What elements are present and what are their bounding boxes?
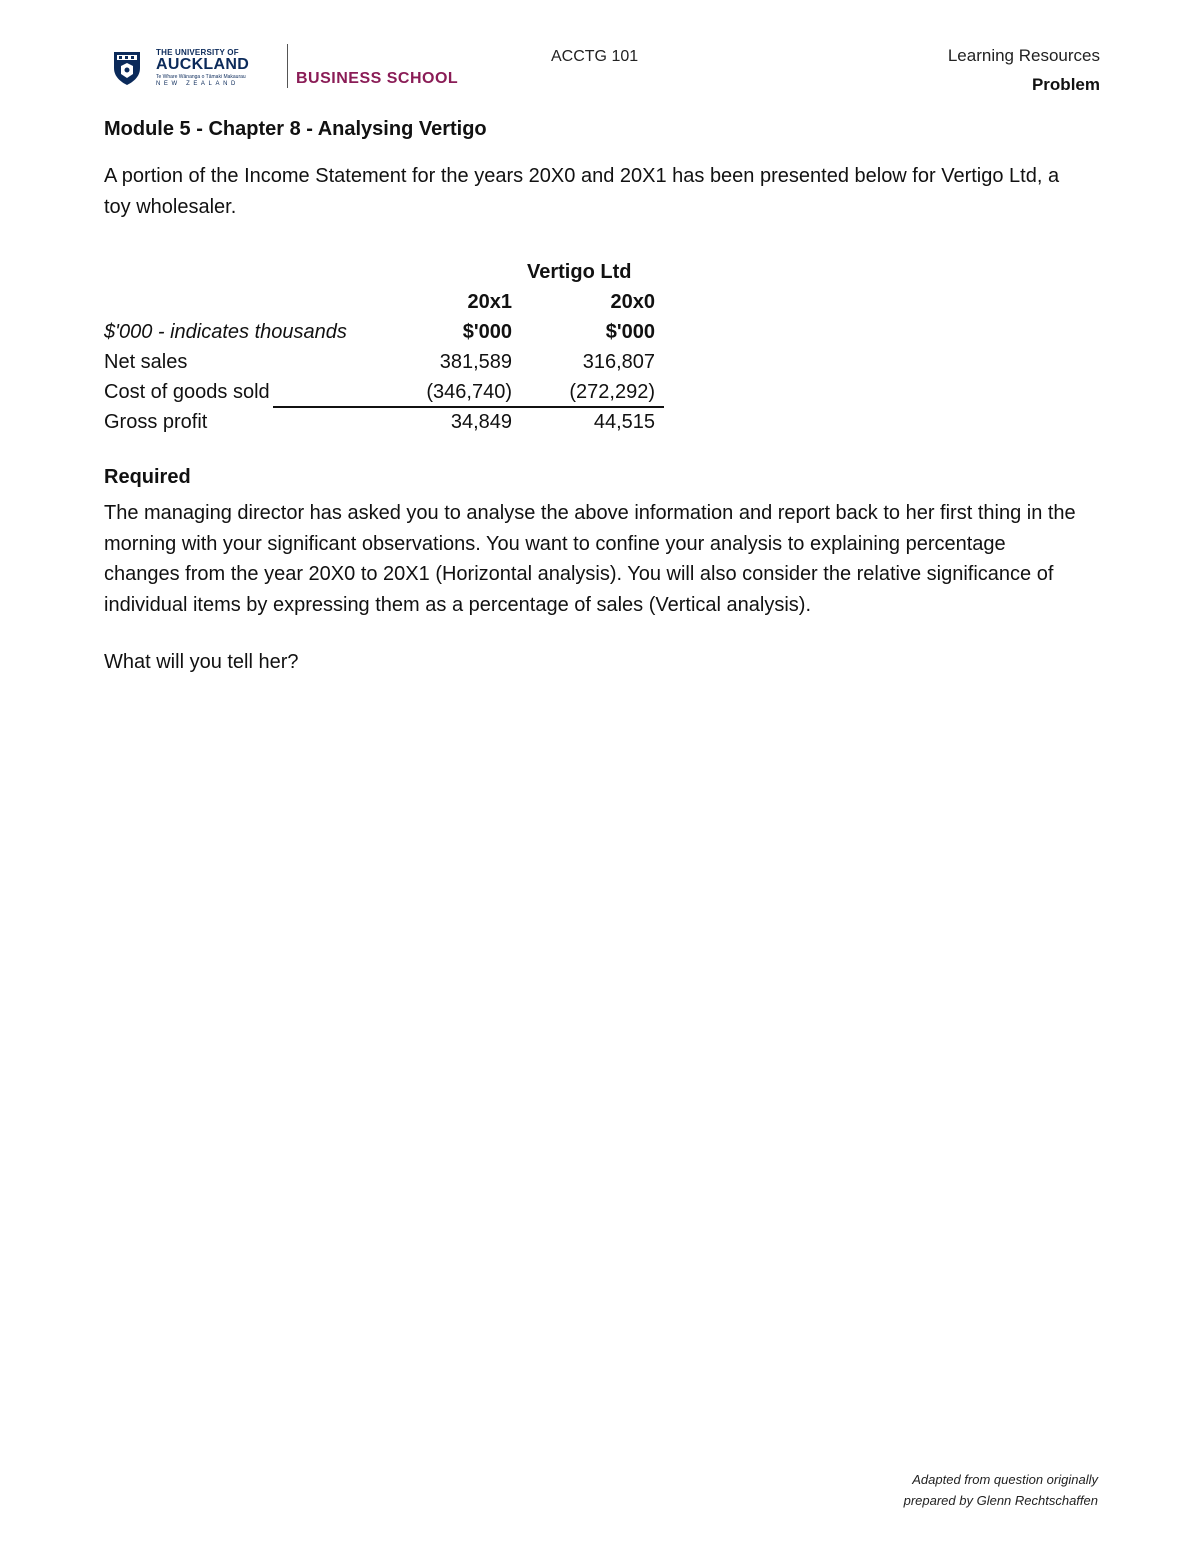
attribution-line: Adapted from question originally	[912, 1472, 1098, 1487]
course-code: ACCTG 101	[551, 48, 639, 65]
required-body: The managing director has asked you to analyse the above information and report back to her first thing in the morning with your significant observations. You want to confine your analysis to explaining percentage changes from the year 20X0 to 20X1 (Horizontal analysis). You will also consider the relative significance of individual items by expressing them as a percentage of sales (Vertical analysis).	[104, 502, 1076, 616]
logo-country: NEW ZEALAND	[156, 81, 239, 87]
table-year-row	[104, 288, 674, 318]
row-label: Net sales	[104, 351, 188, 373]
units-header: $'000	[462, 321, 512, 343]
school-name: BUSINESS SCHOOL	[296, 70, 459, 87]
table-row	[104, 378, 674, 408]
row-value: 316,807	[582, 351, 655, 373]
table-row	[104, 408, 674, 438]
units-header: $'000	[605, 321, 655, 343]
subtotal-rule	[273, 406, 664, 408]
row-label: Gross profit	[104, 411, 208, 433]
required-question: What will you tell her?	[104, 651, 299, 673]
doc-type-label: Problem	[1031, 75, 1100, 94]
row-label: Cost of goods sold	[104, 381, 270, 403]
income-statement-table	[104, 258, 674, 438]
entity-name: Vertigo Ltd	[527, 261, 632, 283]
logo-mark	[100, 42, 265, 92]
attribution-line: prepared by Glenn Rechtschaffen	[903, 1493, 1098, 1508]
required-heading: Required	[104, 466, 191, 488]
table-units-row	[104, 318, 674, 348]
logo-divider	[287, 44, 288, 88]
logo-university-line2: AUCKLAND	[156, 56, 250, 73]
year-header: 20x0	[610, 291, 655, 313]
intro-paragraph: A portion of the Income Statement for the years 20X0 and 20X1 has been presented below for Vertigo Ltd, a toy wholesaler.	[104, 165, 1060, 218]
page-title: Module 5 - Chapter 8 - Analysing Vertigo	[104, 118, 487, 140]
row-value: 44,515	[593, 411, 655, 433]
row-value: (346,740)	[426, 381, 512, 403]
table-entity-row	[104, 258, 674, 288]
row-value: (272,292)	[569, 381, 655, 403]
logo-maori-name: Te Whare Wānanga o Tāmaki Makaurau	[156, 74, 246, 80]
university-logo	[100, 42, 490, 94]
units-note: $'000 - indicates thousands	[104, 321, 347, 343]
table-row	[104, 348, 674, 378]
logo-university-line1: THE UNIVERSITY OF	[156, 48, 239, 57]
attribution-footer	[904, 1469, 1098, 1511]
row-value: 381,589	[439, 351, 512, 373]
year-header: 20x1	[467, 291, 512, 313]
resources-label: Learning Resources	[947, 46, 1100, 65]
crest-icon	[112, 50, 142, 86]
row-value: 34,849	[450, 411, 512, 433]
